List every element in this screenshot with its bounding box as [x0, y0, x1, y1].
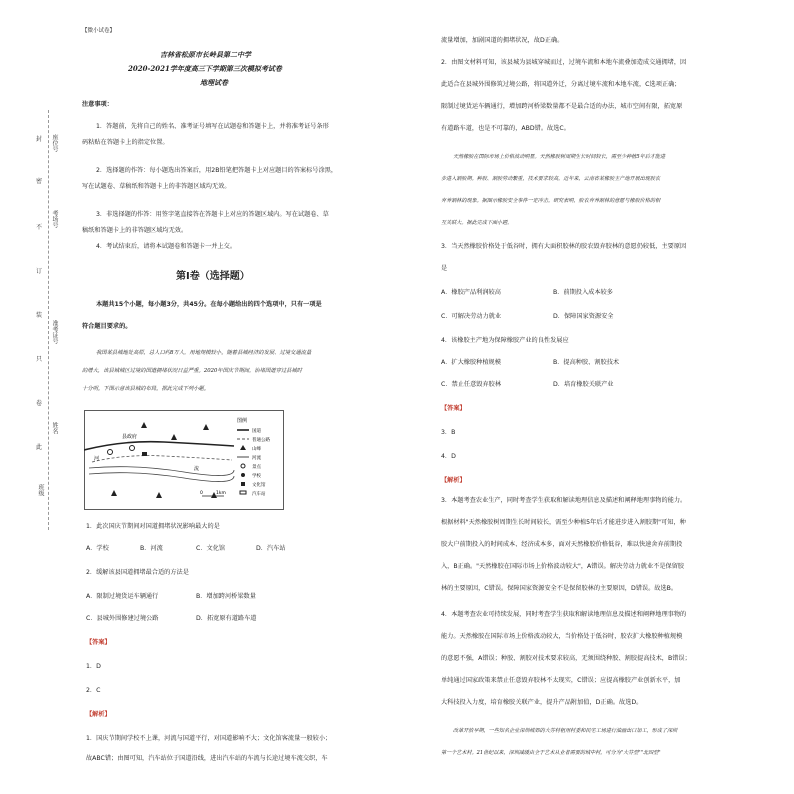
analysis-line: 故ABC错；由图可知，汽车站位于国道沿线，进出汽车站的车流与长途过境车流交织，车 [86, 755, 328, 762]
option: D．保障国家资源安全 [553, 313, 614, 320]
passage-line: 我国某县城地处高原，总人口约8万人，用地规模较小。随着县城经济的发展、过境交通流量 [96, 350, 312, 356]
question-2: 2．缓解该县国道拥堵最合适的方法是 [86, 569, 189, 576]
analysis-line: 4．本题考查农业可持续发展，同时考查学生获取和解读地理信息及描述和阐释地理事物的 [441, 611, 687, 618]
instructions: 符合题目要求的。 [82, 323, 132, 330]
passage-line: 的增大，该县城城区过境的国道拥堵状况日益严重。2020年国庆节期间，治堵国道穿过县城时 [82, 368, 303, 374]
analysis-line: 单纯通过国家政策来禁止任意毁弃胶林不太现实，C错误；应提高橡胶产业创新水平，加 [441, 677, 681, 684]
flow-label: 流 [194, 466, 200, 472]
legend-text: 学校 [252, 474, 261, 479]
analysis-line: 根据材料"天然橡胶树周期生长时间较长，需至少种植5年后才能进步进入割胶期"可知，种 [441, 519, 686, 526]
analysis-line: 林的主要原因，C错误。保障国家资源安全不是保留胶林的主要原因，D错误。故选B。 [441, 585, 678, 592]
legend-text: 国道 [252, 429, 261, 434]
scale-km: 1km [216, 491, 226, 496]
analysis-line: 胶大户前期投入的时间成本、经济成本多，面对天然橡胶价格低谷，难以快速舍弃前期投 [441, 541, 683, 548]
option: D．拓宽原有道路车道 [196, 615, 257, 622]
county-gov-label: 县政府 [122, 434, 138, 440]
option: A．限制过境货运车辆通行 [86, 593, 159, 600]
analysis-line: 入，B正确。"天然橡胶在国际市场上价格波动较大"，A错误。解决劳动力就业不是保留胶 [441, 563, 685, 570]
legend-text: 汽车站 [252, 492, 266, 497]
legend-text: 景点 [252, 465, 261, 470]
question-3: 3．当天然橡胶价格处于低谷时，拥有大面积胶林的胶农毁弃胶林的意愿仍较低，主要原因 [441, 243, 687, 250]
culture-hall-icon [142, 452, 147, 456]
analysis-line: 的意愿不强，A错误；种胶、割胶对技术要求较高，无须围绕种胶、割胶提高技术，B错误； [441, 655, 691, 662]
name-field: 姓名 [51, 422, 58, 434]
legend-text: 河流 [252, 456, 261, 461]
analysis-line: 1．国庆节期间学校不上课，河流与国道平行，对国道影响不大；文化馆客流量一般较小； [86, 735, 332, 742]
class-field: 班级 [37, 484, 44, 496]
legend-text: 山峰 [252, 447, 261, 452]
exam-number-field: 准考证号 [51, 320, 58, 344]
margin-word: 只 [36, 356, 43, 363]
room-field: 考场号 [51, 210, 58, 228]
option: C．县城外围修建过境公路 [86, 615, 159, 622]
passage-line: 天然橡胶在国际市场上价格波动明显。天然橡胶树周期生长时间较长，需至少种植5年后才能进 [453, 154, 666, 160]
analysis-line: 大科技投入力度，培育橡胶关联产业，提升产品附加值，D正确。故选D。 [441, 699, 643, 706]
exam-title: 2020-2021学年度高三下学期第三次模拟考试卷 [128, 64, 282, 73]
question-3-tail: 是 [441, 265, 448, 272]
question-4: 4．该橡胶主产地为保障橡胶产业的良性发展应 [441, 337, 569, 344]
margin-word: 不 [36, 224, 43, 231]
seat-field: 座位号 [51, 134, 58, 152]
notice-line: 码粘贴在答题卡上的指定位置。 [82, 139, 169, 146]
analysis-line: 能力。天然橡胶在国际市场上价格波动较大，当价格处于低谷时，胶农扩大橡胶种植规模 [441, 633, 683, 640]
passage-line: 改革开放早期，一些知名企业深圳城郊的大芬村租用村委和民宅工场进行油画出口加工，形成了深圳 [453, 728, 678, 734]
answer-line: 3．B [441, 429, 456, 436]
notice-line: 稿纸和答题卡上的非答题区域均无效。 [82, 227, 188, 234]
option: C．可解决劳动力就业 [441, 313, 502, 320]
answer-line: 4．D [441, 453, 456, 460]
notice-line: 2．选择题的作答：每小题选出答案后，用2B铅笔把答题卡上对应题目的答案标号涂黑， [96, 167, 338, 174]
section-title: 第Ⅰ卷（选择题） [176, 271, 250, 282]
answer-line: 2．C [86, 687, 101, 694]
right-page [397, 0, 794, 794]
passage-line: 十分明。下图示意该县城的布局。据此完成下列小题。 [82, 386, 210, 392]
passage-line: 步进入割胶期。种胶、割胶劳动繁重，技术要求较高。近年来，云南省某橡胶主产地开展出现胶农 [441, 176, 661, 182]
legend-title: 图例 [237, 418, 248, 424]
text-line: 2．由图文材料可知，该县城为县城穿城而过，过境车流和本地车流叠加造成交通拥堵，因 [441, 59, 687, 66]
option: B．增加跨河桥梁数量 [196, 593, 256, 600]
answer-label: 【答案】 [441, 405, 466, 412]
notice-line: 写在试题卷、草稿纸和答题卡上的非答题区域均无效。 [82, 183, 231, 190]
option: B．提高种胶、割胶技术 [553, 359, 620, 366]
exam-tag: 【微小试卷】 [82, 28, 116, 34]
margin-word: 订 [36, 268, 43, 275]
passage-line: 弃养割林的现象。据图示橡胶安全事件一定冲击。研究表明，胶农弃养割林的意愿与橡胶价格的相 [441, 198, 661, 204]
river-label: 河 [94, 456, 100, 462]
scale-zero: 0 [200, 491, 203, 496]
margin-word: 密 [36, 178, 43, 185]
option: A．扩大橡胶种植规模 [441, 359, 501, 366]
notice-line: 4．考试结束后，请将本试题卷和答题卡一并上交。 [96, 243, 237, 250]
analysis-label: 【解析】 [86, 711, 111, 718]
school-name: 吉林省松原市长岭县第二中学 [160, 50, 251, 59]
option: C．文化馆 [196, 545, 226, 552]
analysis-label: 【解析】 [441, 477, 466, 484]
instructions: 本题共15个小题，每小题3分，共45分。在每小题给出的四个选项中，只有一项是 [96, 301, 322, 308]
margin-word: 此 [36, 444, 43, 451]
notice-line: 3．非选择题的作答：用签字笔直接答在答题卡上对应的答题区域内。写在试题卷、草 [96, 211, 329, 218]
question-1: 1．此次国庆节期间对国道拥堵状况影响最大的是 [86, 523, 220, 530]
passage-line: 互关联大。据此完成下面小题。 [441, 220, 513, 226]
option: A．学校 [86, 545, 109, 552]
text-line: 流量增加，加剧国道的拥堵状况，故D正确。 [441, 37, 564, 44]
margin-word: 卷 [36, 400, 43, 407]
option: B．河流 [140, 545, 163, 552]
notice-line: 1．答题前，先将自己的姓名、准考证号填写在试题卷和答题卡上，并将准考证号条形 [96, 123, 329, 130]
legend-text: 普通公路 [252, 438, 270, 443]
text-line: 此适合在县城外围修筑过境公路，将国道外迁，分离过境车流和本地车流，C选项正确； [441, 81, 681, 88]
legend-hall-icon [241, 482, 245, 486]
option: B．前期投入成本较多 [553, 289, 613, 296]
option: A．橡胶产品利润较高 [441, 289, 501, 296]
text-line: 限制过境货运车辆通行，增加跨河桥梁数量都不是最合适的办法，城市空间有限，拓宽原 [441, 103, 683, 110]
subject-title: 地理试卷 [200, 78, 228, 87]
option: D．汽车站 [256, 545, 286, 552]
notice-title: 注意事项： [82, 101, 113, 108]
option: C．禁止任意毁弃胶林 [441, 381, 502, 388]
county-map [84, 410, 284, 510]
answer-label: 【答案】 [86, 639, 111, 646]
answer-line: 1．D [86, 663, 101, 670]
analysis-line: 3．本题考查农业生产，同时考查学生获取和解读地理信息及描述和阐释地理事物的能力。 [441, 497, 687, 504]
binding-line [48, 110, 49, 530]
option: D．培育橡胶关联产业 [553, 381, 614, 388]
margin-word: 封 [36, 136, 43, 143]
margin-word: 装 [36, 312, 43, 319]
passage-line: 第一个艺术村。21世纪以来，深圳减缓由全于艺术从业者需要的城中村，可分为"大芬型""北四型" [441, 750, 661, 756]
text-line: 有道路车道，也是不可靠的，ABD错。故选C。 [441, 125, 570, 132]
legend-text: 文化馆 [252, 483, 266, 488]
legend-school-icon [241, 473, 245, 477]
